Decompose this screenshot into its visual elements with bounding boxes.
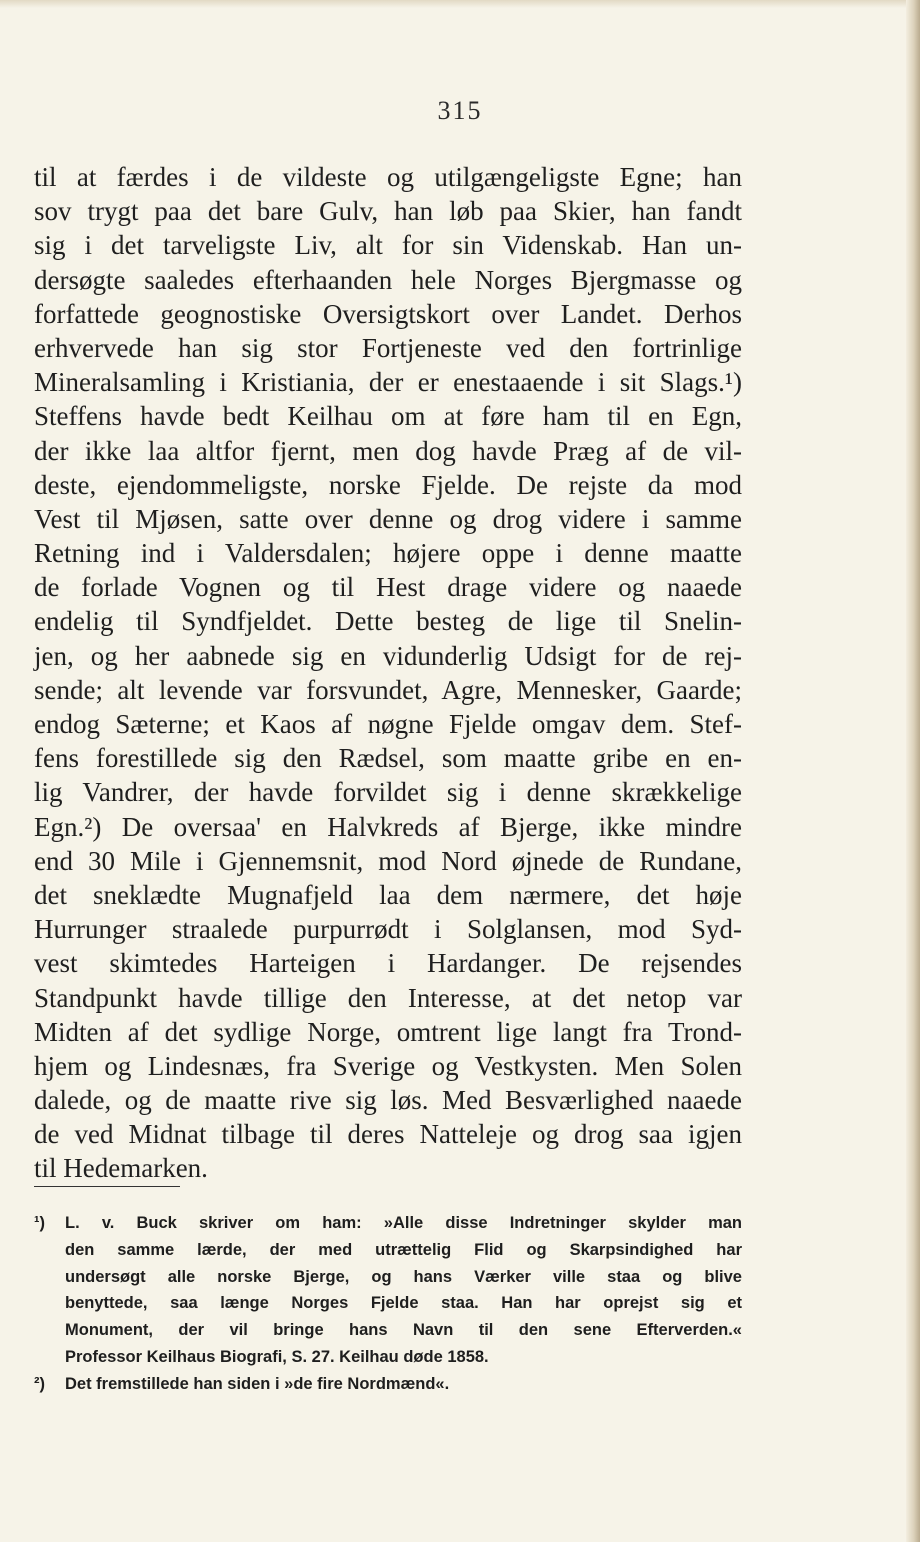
page-right-edge <box>906 0 920 1542</box>
body-line: Egn.²) De oversaa' en Halvkreds af Bjerge, ikke mindre <box>34 811 742 842</box>
body-line: end 30 Mile i Gjennemsnit, mod Nord øjnede de Rundane, <box>34 845 742 876</box>
footnote-1-line: Monument, der vil bringe hans Navn til den sene Efterverden.« <box>65 1321 742 1340</box>
page-number: 315 <box>437 96 483 125</box>
body-line: erhvervede han sig stor Fortjeneste ved den fortrinlige <box>34 332 742 363</box>
body-line: det sneklædte Mugnafjeld laa dem nærmere, det høje <box>34 879 742 910</box>
body-line: dalede, og de maatte rive sig løs. Med Besværlighed naaede <box>34 1085 742 1116</box>
footnotes <box>34 1210 742 1398</box>
body-line: Mineralsamling i Kristiania, der er enestaaende i sit Slags.¹) <box>34 367 742 398</box>
body-line: Standpunkt havde tillige den Interesse, at det netop var <box>34 982 742 1013</box>
body-line: sende; alt levende var forsvundet, Agre, Mennesker, Gaarde; <box>34 674 742 705</box>
footnote-1-line: benyttede, saa længe Norges Fjelde staa. Han har oprejst sig et <box>65 1294 742 1313</box>
body-line: de ved Midnat tilbage til deres Natteleje og drog saa igjen <box>34 1119 742 1150</box>
body-line: til at færdes i de vildeste og utilgængeligste Egne; han <box>34 162 742 192</box>
body-line: Retning ind i Valdersdalen; højere oppe i denne maatte <box>34 538 742 569</box>
body-line: fens forestillede sig den Rædsel, som maatte gribe en en- <box>34 743 742 774</box>
body-line: endelig til Syndfjeldet. Dette besteg de lige til Snelin- <box>34 606 742 637</box>
footnote-2-marker: ²) <box>34 1374 45 1393</box>
body-line: dersøgte saaledes efterhaanden hele Norges Bjergmasse og <box>34 264 742 295</box>
body-line: jen, og her aabnede sig en vidunderlig Udsigt for de rej- <box>34 640 742 671</box>
body-line: sov trygt paa det bare Gulv, han løb paa Skier, han fandt <box>34 196 742 227</box>
footnote-2-line <box>34 1371 742 1398</box>
footnote-1-line: Professor Keilhaus Biografi, S. 27. Keilhau døde 1858. <box>65 1347 489 1366</box>
body-line: Vest til Mjøsen, satte over denne og drog videre i samme <box>34 503 742 534</box>
page-top-edge <box>0 0 920 8</box>
body-text <box>34 160 742 1186</box>
body-line: vest skimtedes Harteigen i Hardanger. De rejsendes <box>34 948 742 979</box>
body-line: der ikke laa altfor fjernt, men dog havde Præg af de vil- <box>34 435 742 466</box>
body-line: Hurrunger straalede purpurrødt i Solglansen, mod Syd- <box>34 914 742 945</box>
body-line: hjem og Lindesnæs, fra Sverige og Vestkysten. Men Solen <box>34 1050 742 1081</box>
footnote-1-line: undersøgt alle norske Bjerge, og hans Værker ville staa og blive <box>65 1267 742 1286</box>
body-line: deste, ejendommeligste, norske Fjelde. De rejste da mod <box>34 469 742 500</box>
body-line: forfattede geognostiske Oversigtskort over Landet. Derhos <box>34 298 742 329</box>
footnote-1-text: L. v. Buck skriver om ham: »Alle disse Indretninger skylder man <box>65 1214 742 1232</box>
body-line: Steffens havde bedt Keilhau om at føre ham til en Egn, <box>34 401 742 432</box>
footnote-1-line <box>34 1210 742 1237</box>
footnote-divider <box>34 1186 180 1187</box>
body-line: lig Vandrer, der havde forvildet sig i denne skrækkelige <box>34 777 742 808</box>
body-line: de forlade Vognen og til Hest drage videre og naaede <box>34 572 742 603</box>
footnote-2-text: Det fremstillede han siden i »de fire Nordmænd«. <box>65 1374 450 1393</box>
body-line: Midten af det sydlige Norge, omtrent lige langt fra Trond- <box>34 1016 742 1047</box>
body-line: sig i det tarveligste Liv, alt for sin Videnskab. Han un- <box>34 230 742 261</box>
footnote-1-marker: ¹) <box>34 1214 45 1232</box>
body-line: til Hedemarken. <box>34 1153 208 1184</box>
footnote-1-line: den samme lærde, der med utrættelig Flid og Skarpsindighed har <box>65 1240 742 1259</box>
body-line: endog Sæterne; et Kaos af nøgne Fjelde omgav dem. Stef- <box>34 709 742 739</box>
